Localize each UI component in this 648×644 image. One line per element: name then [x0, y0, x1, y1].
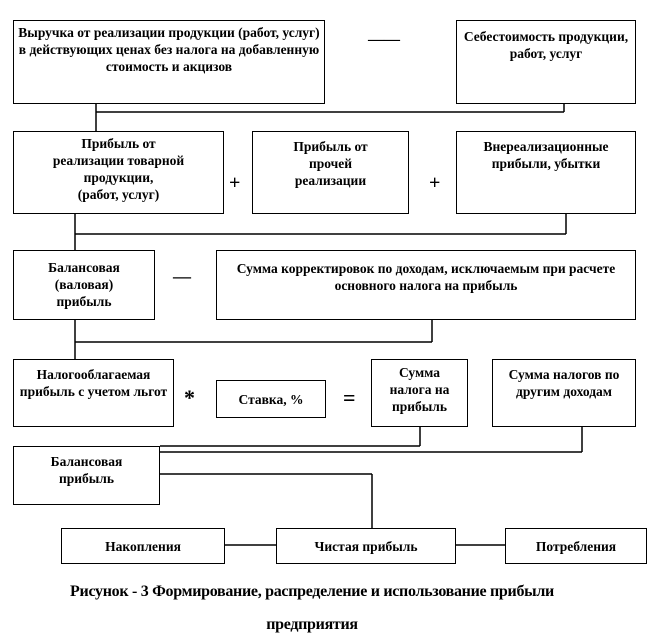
minus-operator-top: ——	[368, 31, 400, 48]
plus-operator-1: +	[229, 172, 241, 194]
adjustments-box: Сумма корректировок по доходам, исключаемым при расчете основного налога на прибыль	[216, 250, 636, 320]
balance-profit-box: Балансовая прибыль	[13, 446, 160, 505]
nonoperating-box: Внереализационные прибыли, убытки	[456, 131, 636, 214]
profit-goods-box: Прибыль от реализации товарной продукции, (работ, услуг)	[13, 131, 224, 214]
consumption-box: Потребления	[505, 528, 647, 564]
revenue-box: Выручка от реализации продукции (работ, услуг) в действующих ценах без налога на добавленную стоимость и акцизов	[13, 20, 325, 104]
gross-profit-box: Балансовая (валовая) прибыль	[13, 250, 155, 320]
profit-other-box: Прибыль от прочей реализации	[252, 131, 409, 214]
equals-operator: =	[343, 385, 356, 410]
net-profit-box: Чистая прибыль	[276, 528, 456, 564]
accumulation-box: Накопления	[61, 528, 225, 564]
cost-box: Себестоимость продукции, работ, услуг	[456, 20, 636, 104]
rate-box: Ставка, %	[216, 380, 326, 418]
taxable-profit-box: Налогооблагаемая прибыль с учетом льгот	[13, 359, 174, 427]
tax-amount-box: Сумма налога на прибыль	[371, 359, 468, 427]
figure-caption-line1: Рисунок - 3 Формирование, распределение и использование прибыли	[70, 583, 554, 600]
minus-operator-mid: —	[173, 266, 191, 286]
other-taxes-box: Сумма налогов по другим доходам	[492, 359, 636, 427]
multiply-operator: *	[184, 385, 195, 410]
figure-caption-line2: предприятия	[266, 616, 358, 633]
plus-operator-2: +	[429, 172, 441, 194]
